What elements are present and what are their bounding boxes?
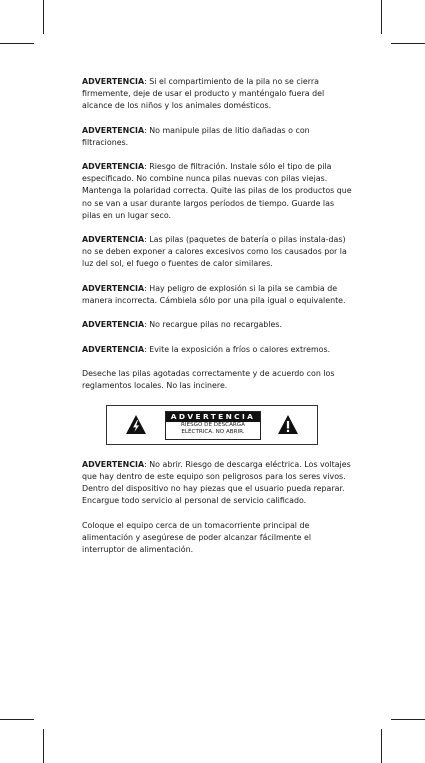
warning-paragraph: ADVERTENCIA: No manipule pilas de litio dañadas o con filtraciones. (82, 125, 310, 147)
power-outlet-paragraph: Coloque el equipo cerca de un tomacorriente principal de alimentación y asegúrese de poder alcanzar fácilmente el interruptor de alimentación. (82, 520, 312, 554)
warning-paragraph: ADVERTENCIA: Hay peligro de explosión si la pila se cambia de manera incorrecta. Cámbiela sólo por una pila igual o equivalente. (82, 283, 346, 305)
warning-paragraph: ADVERTENCIA: No abrir. Riesgo de descarga eléctrica. Los voltajes que hay dentro de este equipo son peligrosos para los seres vivos. Dentro del dispositivo no hay piezas que el usuario pueda reparar. Encargue todo servicio al personal de servicio calificado. (82, 459, 351, 506)
exclamation-triangle-icon (277, 414, 299, 436)
lightning-triangle-icon (125, 414, 147, 436)
crop-mark (0, 43, 34, 44)
warning-paragraph: ADVERTENCIA: Evite la exposición a fríos o calores extremos. (82, 344, 331, 354)
warning-paragraph: ADVERTENCIA: Riesgo de filtración. Instale sólo el tipo de pila especificado. No combine nunca pilas nuevas con pilas viejas. Mantenga la polaridad correcta. Quite las pilas de los productos que no se van a usar durante largos períodos de tiempo. Guarde las pilas en un lugar seco. (82, 162, 352, 220)
crop-mark (391, 43, 425, 44)
electric-shock-warning-label (106, 405, 318, 445)
crop-mark (391, 719, 425, 720)
warning-paragraph: ADVERTENCIA: Las pilas (paquetes de batería o pilas instala-das) no se deben exponer a calores excesivos como los causados por la luz del sol, el fuego o fuentes de calor similares. (82, 235, 347, 269)
crop-mark (43, 729, 44, 763)
document-body (82, 76, 354, 568)
warning-label-title: ADVERTENCIA (166, 412, 260, 422)
disposal-paragraph: Deseche las pilas agotadas correctamente y de acuerdo con los reglamentos locales. No las incinere. (82, 369, 335, 391)
warning-paragraph: ADVERTENCIA: Si el compartimiento de la pila no se cierra firmemente, deje de usar el producto y manténgalo fuera del alcance de los niños y los animales domésticos. (82, 77, 325, 111)
crop-mark (43, 0, 44, 34)
crop-mark (381, 729, 382, 763)
crop-mark (0, 719, 34, 720)
warning-label-block (165, 411, 261, 440)
warning-label-line1: RIESGO DE DESCARGA (181, 421, 245, 428)
warning-label-line2: ELÉCTRICA. NO ABRIR. (181, 429, 245, 436)
warning-paragraph: ADVERTENCIA: No recargue pilas no recargables. (82, 320, 282, 330)
crop-mark (381, 0, 382, 34)
